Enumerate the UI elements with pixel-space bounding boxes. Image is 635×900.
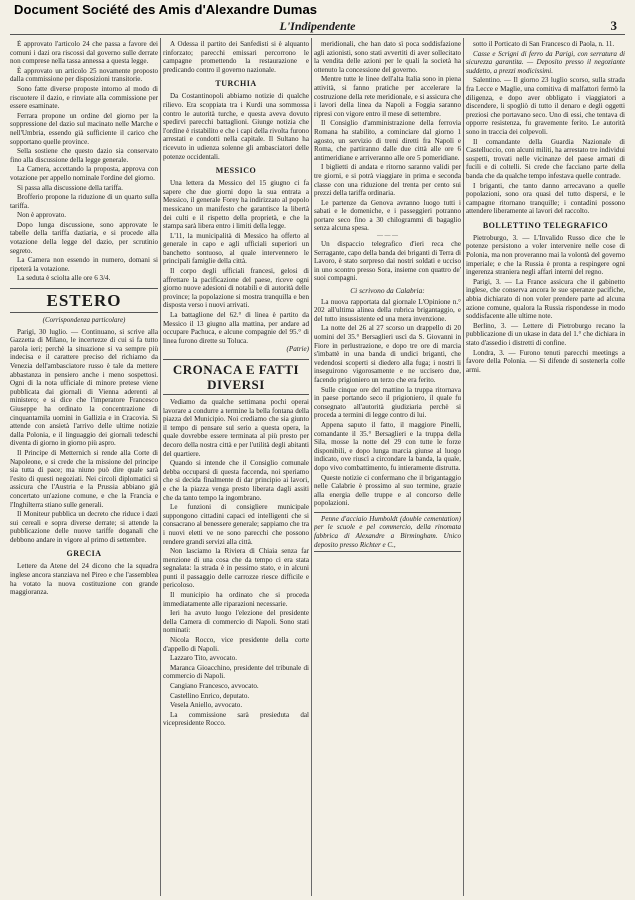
telegram-item: Pietroburgo, 3. — L'Invalido Russo dice che le potenze persistono a voler intervenire nelle cose di Polonia, ma non proveranno mai la volontà del governo imperiale; e che la Russia è pronta a respingere ogni ingerenza straniera negli affari interni del regno. (466, 233, 625, 277)
column-2 (163, 40, 309, 896)
advertisement: Penne d'acciaio Humboldt (double cementation) per le scuole e pel commercio, della rinomata fabbrica di Alexandre a Birmingham. Unico deposito presso Richter e C., (314, 514, 461, 549)
paragraph: Il Consiglio d'amministrazione della ferrovia Romana ha stabilito, a cominciare dal giorno 1 agosto, un servizio di treni diretti fra Napoli e Roma, che partiranno dalle due città alle ore 6 antimeridiane e arriveranno alle ore 5 pomeridiane. (314, 119, 461, 162)
paragraph: Le funzioni di consigliere municipale suppongono cittadini capaci ed intelligenti che si consacrano al benessere generale; sappiamo che tra i nuovi eletti ve ne sono parecchi che possono rendere grandi servizi alla città. (163, 503, 309, 546)
paragraph: La commissione sarà presieduta dal vicepresidente Rocco. (163, 710, 309, 728)
list-item: Lazzaro Tito, avvocato. (170, 654, 237, 663)
paragraph: Ieri ha avuto luogo l'elezione del presidente della Camera di commercio di Napoli. Sono stati nominati: (163, 609, 309, 635)
paragraph: Il corpo degli ufficiali francesi, gelosi di affrettare la pacificazione del paese, riceve ogni giorno nuove adesioni di notabili e di autorità delle province; la popolazione si mostra tranquilla e ben disposta verso i nuovi arrivati. (163, 267, 309, 310)
paragraph: La seduta è sciolta alle ore 6 3/4. (17, 274, 111, 283)
paragraph: meridionali, che han dato sì poca soddisfazione agli azionisti, sono stati avvertiti di aver sollecitato la vendita delle azioni per le quali la società ha ottenuto la concessione del governo. (314, 40, 461, 74)
section-subheading: (Corrispondenza particolare) (42, 316, 126, 325)
paragraph: Sella sostiene che questo dazio sia conservato fino alla discussione della legge generale. (10, 147, 158, 164)
paragraph: Vediamo da qualche settimana pochi operai lavorare a condurre a termine la bella fontana della piazza del Municipio. Noi crediamo che sia giunto il tempo di pensare sul serio a questa opera, la quale dovrebbe essere terminata al più presto per decoro della nostra città e per l'utilità degli abitanti del quartiere. (163, 398, 309, 458)
section-heading-estero: ESTERO (10, 288, 158, 313)
paragraph: La Camera non essendo in numero, domani si ripeterà la votazione. (10, 256, 158, 273)
list-item: Vesela Aniello, avvocato. (170, 701, 243, 710)
source-signature: (Patrie) (286, 345, 309, 354)
paragraph: Un dispaccio telegrafico d'ieri reca che Serragante, capo della banda dei briganti di Terra di Lavoro, è stato sorpreso dai nostri soldati e ucciso in uno scontro presso Sora, insieme con quattro de' suoi compagni. (314, 240, 461, 283)
section-heading-turchia: TURCHIA (215, 79, 257, 89)
paragraph: È approvato un articolo 25 novamente proposto dalla commissione per disposizioni transitorie. (10, 66, 158, 84)
column-3 (314, 40, 461, 896)
section-heading-messico: MESSICO (215, 166, 257, 176)
paragraph: Sulle cinque ore del mattino la truppa ritornava in paese portando seco il prigioniero, il quale fu consegnato all'autorità giudiziaria perchè si proceda a termini di legge contro di lui. (314, 385, 461, 420)
paragraph: Quando si intende che il Consiglio comunale debba occuparsi di questa faccenda, noi speriamo che si decida finalmente di dar principio ai lavori, e che la piazza venga presto liberata dagli assiti che da tanto tempo la ingombrano. (163, 459, 309, 502)
section-heading-cronaca: CRONACA E FATTI DIVERSI (163, 359, 309, 395)
column-1 (10, 40, 158, 896)
column-rule (311, 38, 312, 896)
page-number: 3 (610, 18, 617, 33)
paragraph: La notte del 26 al 27 scorso un drappello di 20 uomini del 35.° Bersaglieri uscì da S. Giovanni in Fiore in perlustrazione, e dopo tre ore di marcia s'imbattè in una banda di undici briganti, che vedendosi scoperti si diedero alla fuga; i nostri li inseguirono vigorosamente e ne uccisero due, facendo prigioniero un terzo che era ferito. (314, 324, 461, 384)
paragraph: Non lasciamo la Riviera di Chiaia senza far menzione di una cosa che da tempo ci era stata segnalata: la strada è in pessimo stato, e in alcuni punti il passaggio delle carrozze riesce difficile e pericoloso. (163, 547, 309, 590)
paragraph: Parigi, 30 luglio. — Continuano, si scrive alla Gazzetta di Milano, le incertezze di cui si fa tutto parola ieri; perchè la situazione si va sempre più indecisa e il carattere preciso del richiamo da Venezia dell'ambasciatore russo è tale da mettere abbastanza in pensiero anche i meno sospettosi. Ogni di la nota ufficiale di minore pretese viene pubblicata dai giornali di Vienna aderenti al ministero; e si dice che l'imperatore Francesco Giuseppe ha ordinato la concentrazione di cinquantamila uomini in Gallizia e in Cracovia. Si attende con ansietà l'arrivo delle ultime notizie dalla Polonia, e il linguaggio dei giornali tedeschi diventa di giorno in giorno più aspro. (10, 327, 158, 448)
paragraph: Brofferio propone la riduzione di un quarto sulla tariffa. (10, 193, 158, 210)
list-item: Maranca Gioacchino, presidente del tribunale di commercio di Napoli. (163, 663, 309, 681)
section-heading-bollettino: BOLLETTINO TELEGRAFICO (482, 220, 609, 230)
list-item: Cangiano Francesco, avvocato. (170, 682, 259, 690)
paragraph: Dopo lunga discussione, sono approvate le tabelle della tariffa daziaria, e si procede alla votazione della legge del dazio, per scrutinio segreto. (10, 220, 158, 255)
paragraph: Da Costantinopoli abbiamo notizie di qualche rilievo. Era scoppiata tra i Kurdi una sommossa contro le autorità turche, e questa aveva dovuto spedirvi parecchi battaglioni. Giunge notizia che l'ordine è ristabilito e che i capi della rivolta furono arrestati e condotti nella capitale. Il Sultano ha ricevuto in udienza solenne gli ambasciatori delle potenze occidentali. (163, 92, 309, 161)
paragraph: È approvato l'articolo 24 che passa a favore dei comuni i dazi ora riscossi dal governo sulle derrate non comprese nella tassa annessa a questa legge. (10, 40, 158, 66)
newspaper-title: L'Indipendente (279, 19, 356, 33)
paragraph: A Odessa il partito dei Sanfedisti si è alquanto rinforzato; parecchi emissari percorrono le campagne promettendo la restaurazione e predicando contro il governo nazionale. (163, 40, 309, 74)
paragraph: Queste notizie ci confermano che il brigantaggio nelle Calabrie è prossimo al suo termine, grazie alla energia delle truppe e al concorso delle popolazioni. (314, 473, 461, 508)
paragraph: La battaglione del 62.° di linea è partito da Messico il 13 giugno alla mattina, per andare ad occupare Pachuca, e alcune compagnie del 95.° di linea furono dirette su Toluca. (163, 311, 309, 345)
column-rule (160, 38, 161, 896)
paragraph: Il Principe di Metternich si rende alla Corte di Napoleone, e si crede che la missione del principe sia tutta di pace; ma niuno può dire quale sarà l'esito di questi negoziati. Nei circoli diplomatici si assicura che l'Austria e la Prussia abbiano già concertato un'azione comune, e che la Francia e l'Inghilterra stiano sulle generali. (10, 448, 158, 509)
paragraph: Le partenze da Genova avranno luogo tutti i sabati e le domeniche, e i passeggieri potranno portare seco fino a 30 chilogrammi di bagaglio senza alcuna spesa. (314, 198, 461, 233)
telegram-item: Parigi, 3. — La France assicura che il gabinetto inglese, che conserva ancora le sue speranze pacifiche, abbia dichiarato di non voler prendere parte ad alcuna azione comune, qualora la Russia rispondesse in modo soddisfacente alle ultime note. (466, 277, 625, 321)
document-banner: Document Société des Amis d'Alexandre Dumas (14, 2, 318, 17)
paragraph: Una lettera da Messico del 15 giugno ci fa sapere che due giorni dopo la sua entrata a Messico, il generale Forey ha indirizzato al popolo messicano un manifesto che garantisce la libertà dei culti e il rispetto della proprietà, e che la stampa sarà libera entro i limiti della legge. (163, 179, 309, 231)
paragraph: L'11, la municipalità di Messico ha offerto al generale in capo e agli ufficiali superiori un banchetto sontuoso, al quale intervennero le principali famiglie della città. (163, 231, 309, 266)
paragraph: I briganti, che tanto danno arrecavano a quelle popolazioni, sono ora quasi del tutto dispersi, e le campagne ritornano tranquille; i contadini possono attendere liberamente ai lavori del raccolto. (466, 181, 625, 216)
paragraph: Si passa alla discussione della tariffa. (17, 183, 123, 192)
separator: — — — (377, 233, 398, 240)
section-heading-grecia: GRECIA (66, 549, 102, 559)
paragraph: Lettere da Atene del 24 dicono che la squadra inglese ancora stanziava nel Pireo e che l'assemblea ha votato la nuova costituzione con grande maggioranza. (10, 562, 158, 597)
paragraph: Salentino. — Il giorno 23 luglio scorso, sulla strada fra Lecce e Maglie, una comitiva di malfattori fermò la diligenza, e dopo aver obbligato i viaggiatori a discendere, li spogliò di tutto il denaro e degli oggetti preziosi che portavano seco. Uno di essi, che tentava di opporre resistenza, fu gravemente ferito. Le autorità sono in traccia dei colpevoli. (466, 76, 625, 136)
column-rule (463, 38, 464, 896)
list-item: Nicola Rocco, vice presidente della corte d'appello di Napoli. (163, 636, 309, 653)
paragraph: Mentre tutte le linee dell'alta Italia sono in piena attività, si fanno pratiche per accelerare la costruzione della rete meridionale, e si assicura che i lavori della linea da Napoli a Foggia saranno ripresi con vigore entro il mese di settembre. (314, 75, 461, 118)
advertisement: Casse e Scrigni di ferro da Parigi, con serratura di sicurezza garantita. — Deposito presso il negoziante suddetto, a prezzi modicissimi. (466, 49, 625, 75)
paragraph: Il Moniteur pubblica un decreto che riduce i dazi sui cereali e sopra diverse derrate; si attende la pubblicazione delle nuove tariffe doganali che debbono andare in vigore al primo di settembre. (10, 510, 158, 544)
paragraph: I biglietti di andata e ritorno saranno validi per tre giorni, e si potrà viaggiare in prima e seconda classe con una riduzione del trenta per cento sui prezzi della tariffa ordinaria. (314, 163, 461, 198)
telegram-item: Berlino, 3. — Lettere di Pietroburgo recano la pubblicazione di un ukase in data del 1.° che dichiara in stato d'assedio i distretti di confine. (466, 321, 625, 347)
paragraph: sotto il Porticato di San Francesco di Paola, n. 11. (473, 40, 615, 48)
paragraph: La nuova rapportata dal giornale L'Opinione n.° 202 all'ultima alinea della rubrica brigantaggio, e del tutto insussistente ed una mera invenzione. (314, 297, 461, 323)
paragraph: Il municipio ha ordinato che si proceda immediatamente alle riparazioni necessarie. (163, 591, 309, 608)
paragraph: Non è approvato. (17, 211, 67, 220)
paragraph: La Camera, accettando la proposta, approva con votazione per appello nominale l'ordine del giorno. (10, 165, 158, 182)
paragraph: Il comandante della Guardia Nazionale di Castelluccio, con alcuni militi, ha arrestato tre individui sospetti, trovati nelle vicinanze del paese armati di fucili e di coltelli. Si crede che facciano parte della banda che da qualche tempo infestava quelle contrade. (466, 137, 625, 180)
list-item: Castellino Enrico, deputato. (170, 691, 250, 700)
paragraph: Sono fatte diverse proposte intorno al modo di riscuotere il dazio, e rinviate alla commissione per essere esaminate. (10, 84, 158, 111)
telegram-item: Londra, 3. — Furono tenuti parecchi meetings a favore della Polonia. — Si difende di sostenerla colle armi. (466, 348, 625, 374)
paragraph: Appena saputo il fatto, il maggiore Pinelli, comandante il 35.° Bersaglieri e la truppa della Sila, mosse la notte del 29 con tutte le forze disponibili, e dopo lunga marcia giunse al luogo indicato, ove riuscì a circondare la banda, la quale, dopo vivo combattimento, fu intieramente distrutta. (314, 420, 461, 472)
column-4 (466, 40, 625, 896)
newspaper-masthead (10, 20, 625, 35)
paragraph: Ferrara propone un ordine del giorno per la soppressione del dazio sul macinato nelle Marche e nell'Umbria, essendo già sufficiente il carico che sopportano quelle province. (10, 111, 158, 146)
item-heading: Ci scrivono da Calabria: (350, 286, 425, 296)
